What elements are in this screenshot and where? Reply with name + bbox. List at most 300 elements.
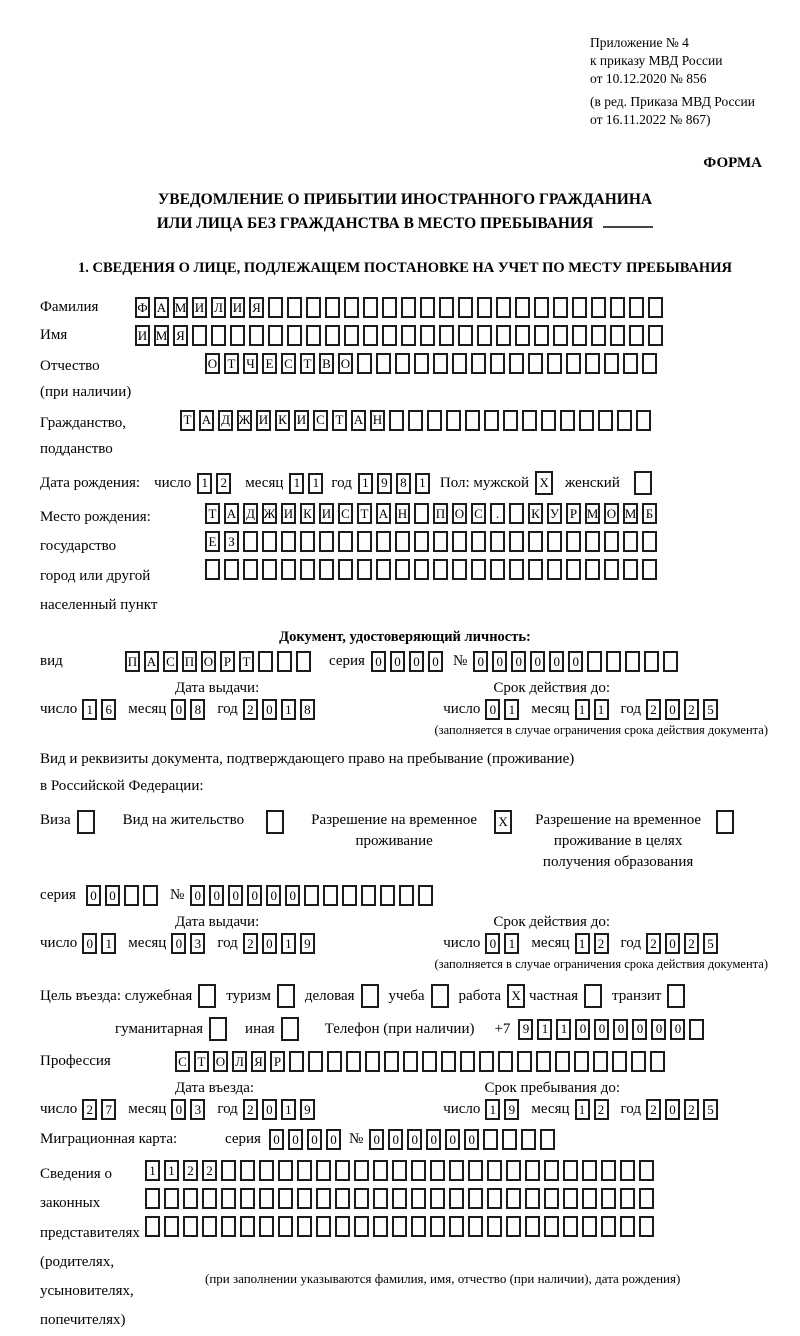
char-box[interactable]: Ж — [237, 410, 252, 431]
char-box[interactable] — [579, 410, 594, 431]
char-box[interactable] — [471, 353, 486, 374]
char-box[interactable] — [604, 531, 619, 552]
char-box[interactable]: И — [319, 503, 334, 524]
char-box[interactable] — [525, 1160, 540, 1181]
char-box[interactable]: П — [125, 651, 140, 672]
char-box[interactable] — [344, 325, 359, 346]
char-box[interactable]: С — [175, 1051, 190, 1072]
char-box[interactable] — [560, 410, 575, 431]
char-box[interactable] — [414, 503, 429, 524]
doc-number-input[interactable] — [473, 651, 678, 672]
char-box[interactable]: 2 — [594, 933, 609, 954]
doc-expiry-year[interactable] — [646, 699, 718, 720]
residence-permit-checkbox[interactable] — [266, 810, 284, 834]
char-box[interactable]: 1 — [594, 699, 609, 720]
char-box[interactable] — [278, 1216, 293, 1237]
char-box[interactable]: К — [300, 503, 315, 524]
char-box[interactable]: П — [182, 651, 197, 672]
char-box[interactable] — [439, 297, 454, 318]
char-box[interactable] — [363, 297, 378, 318]
char-box[interactable] — [547, 559, 562, 580]
char-box[interactable] — [287, 325, 302, 346]
char-box[interactable]: Р — [270, 1051, 285, 1072]
char-box[interactable] — [249, 325, 264, 346]
char-box[interactable] — [471, 531, 486, 552]
char-box[interactable] — [365, 1051, 380, 1072]
char-box[interactable] — [316, 1188, 331, 1209]
char-box[interactable]: П — [433, 503, 448, 524]
char-box[interactable]: 1 — [289, 473, 304, 494]
char-box[interactable]: 8 — [300, 699, 315, 720]
char-box[interactable]: 2 — [82, 1099, 97, 1120]
char-box[interactable] — [465, 410, 480, 431]
char-box[interactable]: 9 — [300, 1099, 315, 1120]
checkbox-cell[interactable] — [281, 1017, 299, 1041]
char-box[interactable] — [202, 1216, 217, 1237]
char-box[interactable] — [582, 1216, 597, 1237]
char-box[interactable]: 0 — [262, 699, 277, 720]
doc-issue-year[interactable] — [243, 699, 315, 720]
char-box[interactable] — [439, 325, 454, 346]
char-box[interactable]: Е — [205, 531, 220, 552]
char-box[interactable] — [515, 297, 530, 318]
char-box[interactable]: 0 — [665, 1099, 680, 1120]
char-box[interactable] — [308, 1051, 323, 1072]
char-box[interactable] — [522, 410, 537, 431]
char-box[interactable]: А — [376, 503, 391, 524]
char-box[interactable]: Т — [194, 1051, 209, 1072]
char-box[interactable] — [509, 353, 524, 374]
char-box[interactable] — [325, 325, 340, 346]
char-box[interactable]: Я — [249, 297, 264, 318]
char-box[interactable]: 1 — [485, 1099, 500, 1120]
char-box[interactable]: 2 — [646, 933, 661, 954]
char-box[interactable] — [243, 531, 258, 552]
char-box[interactable] — [689, 1019, 704, 1040]
char-box[interactable] — [572, 325, 587, 346]
purpose-official-checkbox[interactable] — [198, 984, 216, 1008]
char-box[interactable] — [663, 651, 678, 672]
char-box[interactable] — [300, 531, 315, 552]
char-box[interactable]: И — [281, 503, 296, 524]
char-box[interactable]: 2 — [243, 1099, 258, 1120]
char-box[interactable]: 2 — [594, 1099, 609, 1120]
char-box[interactable] — [262, 531, 277, 552]
checkbox-cell[interactable] — [634, 471, 652, 495]
char-box[interactable]: 1 — [308, 473, 323, 494]
char-box[interactable] — [528, 353, 543, 374]
char-box[interactable]: 5 — [703, 699, 718, 720]
char-box[interactable]: Б — [642, 503, 657, 524]
checkbox-cell[interactable] — [77, 810, 95, 834]
char-box[interactable] — [636, 410, 651, 431]
char-box[interactable] — [487, 1216, 502, 1237]
char-box[interactable]: Я — [251, 1051, 266, 1072]
char-box[interactable]: 0 — [473, 651, 488, 672]
char-box[interactable] — [498, 1051, 513, 1072]
char-box[interactable] — [221, 1216, 236, 1237]
migration-series-input[interactable] — [269, 1129, 341, 1150]
char-box[interactable] — [289, 1051, 304, 1072]
char-box[interactable] — [268, 297, 283, 318]
char-box[interactable] — [277, 651, 292, 672]
char-box[interactable] — [544, 1160, 559, 1181]
char-box[interactable]: 1 — [575, 933, 590, 954]
char-box[interactable] — [566, 531, 581, 552]
char-box[interactable] — [414, 531, 429, 552]
checkbox-cell[interactable]: X — [507, 984, 525, 1008]
char-box[interactable]: . — [490, 503, 505, 524]
char-box[interactable]: 1 — [556, 1019, 571, 1040]
char-box[interactable] — [642, 531, 657, 552]
char-box[interactable] — [420, 325, 435, 346]
checkbox-cell[interactable] — [431, 984, 449, 1008]
char-box[interactable]: Н — [395, 503, 410, 524]
char-box[interactable]: Ч — [243, 353, 258, 374]
char-box[interactable] — [240, 1216, 255, 1237]
profession-input[interactable] — [175, 1051, 665, 1072]
char-box[interactable] — [610, 325, 625, 346]
char-box[interactable]: 0 — [511, 651, 526, 672]
char-box[interactable]: 2 — [684, 933, 699, 954]
checkbox-cell[interactable] — [584, 984, 602, 1008]
char-box[interactable]: 0 — [171, 933, 186, 954]
char-box[interactable] — [471, 559, 486, 580]
char-box[interactable] — [555, 1051, 570, 1072]
char-box[interactable]: 1 — [281, 933, 296, 954]
doc-expiry-day[interactable] — [485, 699, 519, 720]
char-box[interactable]: 1 — [504, 699, 519, 720]
permit-number-input[interactable] — [190, 885, 433, 906]
char-box[interactable] — [525, 1188, 540, 1209]
char-box[interactable]: 0 — [390, 651, 405, 672]
char-box[interactable] — [335, 1188, 350, 1209]
char-box[interactable] — [487, 1188, 502, 1209]
char-box[interactable] — [620, 1188, 635, 1209]
char-box[interactable]: 0 — [247, 885, 262, 906]
char-box[interactable] — [541, 410, 556, 431]
char-box[interactable]: 0 — [190, 885, 205, 906]
char-box[interactable]: 5 — [703, 1099, 718, 1120]
surname-input[interactable] — [135, 297, 663, 318]
char-box[interactable] — [395, 531, 410, 552]
char-box[interactable]: М — [585, 503, 600, 524]
permit-expiry-month[interactable] — [575, 933, 609, 954]
char-box[interactable] — [477, 325, 492, 346]
char-box[interactable]: 2 — [183, 1160, 198, 1181]
char-box[interactable]: 9 — [377, 473, 392, 494]
char-box[interactable]: 0 — [428, 651, 443, 672]
char-box[interactable] — [553, 297, 568, 318]
char-box[interactable] — [460, 1051, 475, 1072]
char-box[interactable]: 0 — [530, 651, 545, 672]
char-box[interactable] — [490, 531, 505, 552]
char-box[interactable] — [418, 885, 433, 906]
char-box[interactable]: 0 — [426, 1129, 441, 1150]
char-box[interactable] — [430, 1160, 445, 1181]
char-box[interactable]: 1 — [575, 1099, 590, 1120]
purpose-business-checkbox[interactable] — [361, 984, 379, 1008]
char-box[interactable]: 3 — [190, 933, 205, 954]
char-box[interactable] — [278, 1188, 293, 1209]
edu-permit-checkbox[interactable] — [716, 810, 734, 834]
char-box[interactable] — [433, 559, 448, 580]
char-box[interactable] — [585, 353, 600, 374]
char-box[interactable] — [427, 410, 442, 431]
char-box[interactable] — [319, 559, 334, 580]
char-box[interactable]: Л — [211, 297, 226, 318]
purpose-private-checkbox[interactable] — [584, 984, 602, 1008]
char-box[interactable] — [325, 297, 340, 318]
char-box[interactable]: 0 — [409, 651, 424, 672]
char-box[interactable]: М — [623, 503, 638, 524]
char-box[interactable]: 6 — [101, 699, 116, 720]
char-box[interactable] — [183, 1188, 198, 1209]
char-box[interactable] — [389, 410, 404, 431]
char-box[interactable] — [240, 1188, 255, 1209]
char-box[interactable]: 0 — [171, 699, 186, 720]
char-box[interactable] — [430, 1188, 445, 1209]
char-box[interactable] — [278, 1160, 293, 1181]
char-box[interactable]: 0 — [285, 885, 300, 906]
char-box[interactable] — [344, 297, 359, 318]
char-box[interactable]: 2 — [243, 699, 258, 720]
char-box[interactable] — [306, 297, 321, 318]
char-box[interactable] — [591, 297, 606, 318]
char-box[interactable] — [382, 325, 397, 346]
char-box[interactable] — [357, 531, 372, 552]
char-box[interactable] — [211, 325, 226, 346]
char-box[interactable] — [585, 559, 600, 580]
char-box[interactable] — [354, 1160, 369, 1181]
char-box[interactable]: С — [313, 410, 328, 431]
char-box[interactable]: 0 — [549, 651, 564, 672]
birthplace-line-1[interactable] — [205, 503, 657, 524]
char-box[interactable] — [143, 885, 158, 906]
char-box[interactable] — [582, 1188, 597, 1209]
char-box[interactable] — [620, 1160, 635, 1181]
char-box[interactable] — [566, 353, 581, 374]
char-box[interactable]: Л — [232, 1051, 247, 1072]
char-box[interactable] — [384, 1051, 399, 1072]
char-box[interactable]: 0 — [266, 885, 281, 906]
char-box[interactable] — [297, 1216, 312, 1237]
char-box[interactable] — [547, 353, 562, 374]
char-box[interactable]: К — [275, 410, 290, 431]
char-box[interactable] — [224, 559, 239, 580]
char-box[interactable]: В — [319, 353, 334, 374]
char-box[interactable] — [262, 559, 277, 580]
char-box[interactable]: 3 — [190, 1099, 205, 1120]
gender-female-checkbox[interactable] — [634, 471, 652, 495]
char-box[interactable] — [502, 1129, 517, 1150]
char-box[interactable] — [506, 1160, 521, 1181]
char-box[interactable]: 0 — [371, 651, 386, 672]
char-box[interactable]: Е — [262, 353, 277, 374]
char-box[interactable] — [316, 1160, 331, 1181]
char-box[interactable] — [506, 1216, 521, 1237]
stay-year[interactable] — [646, 1099, 718, 1120]
char-box[interactable]: Я — [173, 325, 188, 346]
char-box[interactable]: А — [199, 410, 214, 431]
char-box[interactable]: 2 — [684, 1099, 699, 1120]
char-box[interactable] — [540, 1129, 555, 1150]
char-box[interactable] — [354, 1216, 369, 1237]
char-box[interactable] — [503, 410, 518, 431]
char-box[interactable] — [563, 1188, 578, 1209]
char-box[interactable] — [631, 1051, 646, 1072]
char-box[interactable]: И — [230, 297, 245, 318]
char-box[interactable] — [639, 1216, 654, 1237]
char-box[interactable]: 0 — [492, 651, 507, 672]
char-box[interactable] — [612, 1051, 627, 1072]
char-box[interactable] — [610, 297, 625, 318]
char-box[interactable] — [338, 531, 353, 552]
checkbox-cell[interactable] — [361, 984, 379, 1008]
permit-issue-year[interactable] — [243, 933, 315, 954]
char-box[interactable]: 0 — [105, 885, 120, 906]
char-box[interactable] — [414, 559, 429, 580]
char-box[interactable] — [452, 353, 467, 374]
char-box[interactable]: 2 — [216, 473, 231, 494]
given-name-input[interactable] — [135, 325, 663, 346]
char-box[interactable]: 0 — [269, 1129, 284, 1150]
char-box[interactable] — [509, 559, 524, 580]
char-box[interactable]: 0 — [665, 699, 680, 720]
char-box[interactable] — [259, 1216, 274, 1237]
entry-day[interactable] — [82, 1099, 116, 1120]
char-box[interactable] — [297, 1160, 312, 1181]
char-box[interactable]: С — [281, 353, 296, 374]
char-box[interactable]: 1 — [415, 473, 430, 494]
char-box[interactable]: 0 — [262, 1099, 277, 1120]
char-box[interactable] — [525, 1216, 540, 1237]
char-box[interactable] — [604, 559, 619, 580]
char-box[interactable]: 5 — [703, 933, 718, 954]
char-box[interactable] — [623, 353, 638, 374]
char-box[interactable] — [484, 410, 499, 431]
char-box[interactable] — [452, 531, 467, 552]
char-box[interactable] — [449, 1216, 464, 1237]
char-box[interactable] — [553, 325, 568, 346]
char-box[interactable]: 0 — [326, 1129, 341, 1150]
char-box[interactable] — [373, 1188, 388, 1209]
char-box[interactable] — [606, 651, 621, 672]
char-box[interactable] — [401, 325, 416, 346]
char-box[interactable] — [620, 1216, 635, 1237]
char-box[interactable]: 1 — [537, 1019, 552, 1040]
char-box[interactable] — [563, 1216, 578, 1237]
char-box[interactable] — [395, 353, 410, 374]
char-box[interactable] — [490, 559, 505, 580]
birthplace-line-2[interactable] — [205, 531, 657, 552]
char-box[interactable]: 0 — [594, 1019, 609, 1040]
birth-month-input[interactable] — [289, 473, 323, 494]
visa-checkbox[interactable] — [77, 810, 95, 834]
char-box[interactable]: 0 — [228, 885, 243, 906]
char-box[interactable] — [382, 297, 397, 318]
char-box[interactable]: Р — [566, 503, 581, 524]
char-box[interactable]: 1 — [281, 699, 296, 720]
char-box[interactable] — [259, 1188, 274, 1209]
char-box[interactable] — [319, 531, 334, 552]
citizenship-input[interactable] — [180, 410, 651, 431]
purpose-work-checkbox[interactable] — [507, 984, 525, 1008]
char-box[interactable] — [297, 1188, 312, 1209]
purpose-humanitarian-checkbox[interactable] — [209, 1017, 227, 1041]
char-box[interactable]: Т — [300, 353, 315, 374]
char-box[interactable] — [430, 1216, 445, 1237]
char-box[interactable] — [373, 1216, 388, 1237]
char-box[interactable]: 1 — [575, 699, 590, 720]
char-box[interactable] — [221, 1188, 236, 1209]
char-box[interactable]: 8 — [190, 699, 205, 720]
char-box[interactable] — [411, 1216, 426, 1237]
char-box[interactable] — [623, 559, 638, 580]
char-box[interactable] — [625, 651, 640, 672]
char-box[interactable] — [380, 885, 395, 906]
char-box[interactable]: 2 — [646, 699, 661, 720]
char-box[interactable] — [205, 559, 220, 580]
char-box[interactable] — [361, 885, 376, 906]
stay-month[interactable] — [575, 1099, 609, 1120]
char-box[interactable] — [517, 1051, 532, 1072]
char-box[interactable] — [591, 325, 606, 346]
char-box[interactable]: 9 — [504, 1099, 519, 1120]
char-box[interactable]: А — [154, 297, 169, 318]
migration-number-input[interactable] — [369, 1129, 555, 1150]
char-box[interactable]: 0 — [464, 1129, 479, 1150]
char-box[interactable]: 0 — [288, 1129, 303, 1150]
char-box[interactable]: 0 — [262, 933, 277, 954]
char-box[interactable] — [477, 297, 492, 318]
char-box[interactable]: З — [224, 531, 239, 552]
char-box[interactable] — [509, 531, 524, 552]
char-box[interactable] — [536, 1051, 551, 1072]
char-box[interactable] — [644, 651, 659, 672]
char-box[interactable] — [323, 885, 338, 906]
char-box[interactable] — [392, 1160, 407, 1181]
temp-permit-checkbox[interactable] — [494, 810, 512, 834]
char-box[interactable]: О — [205, 353, 220, 374]
char-box[interactable] — [258, 651, 273, 672]
char-box[interactable]: 0 — [485, 699, 500, 720]
char-box[interactable] — [363, 325, 378, 346]
char-box[interactable] — [528, 531, 543, 552]
char-box[interactable]: Т — [239, 651, 254, 672]
char-box[interactable] — [648, 325, 663, 346]
char-box[interactable]: 0 — [388, 1129, 403, 1150]
char-box[interactable] — [327, 1051, 342, 1072]
doc-type-input[interactable] — [125, 651, 311, 672]
char-box[interactable]: 0 — [651, 1019, 666, 1040]
char-box[interactable] — [528, 559, 543, 580]
char-box[interactable] — [585, 531, 600, 552]
char-box[interactable] — [259, 1160, 274, 1181]
doc-series-input[interactable] — [371, 651, 443, 672]
char-box[interactable]: Т — [332, 410, 347, 431]
char-box[interactable] — [376, 353, 391, 374]
char-box[interactable]: Д — [243, 503, 258, 524]
char-box[interactable] — [304, 885, 319, 906]
char-box[interactable] — [446, 410, 461, 431]
char-box[interactable] — [281, 559, 296, 580]
checkbox-cell[interactable]: X — [535, 471, 553, 495]
char-box[interactable] — [392, 1188, 407, 1209]
char-box[interactable]: А — [224, 503, 239, 524]
char-box[interactable] — [221, 1160, 236, 1181]
char-box[interactable] — [335, 1216, 350, 1237]
